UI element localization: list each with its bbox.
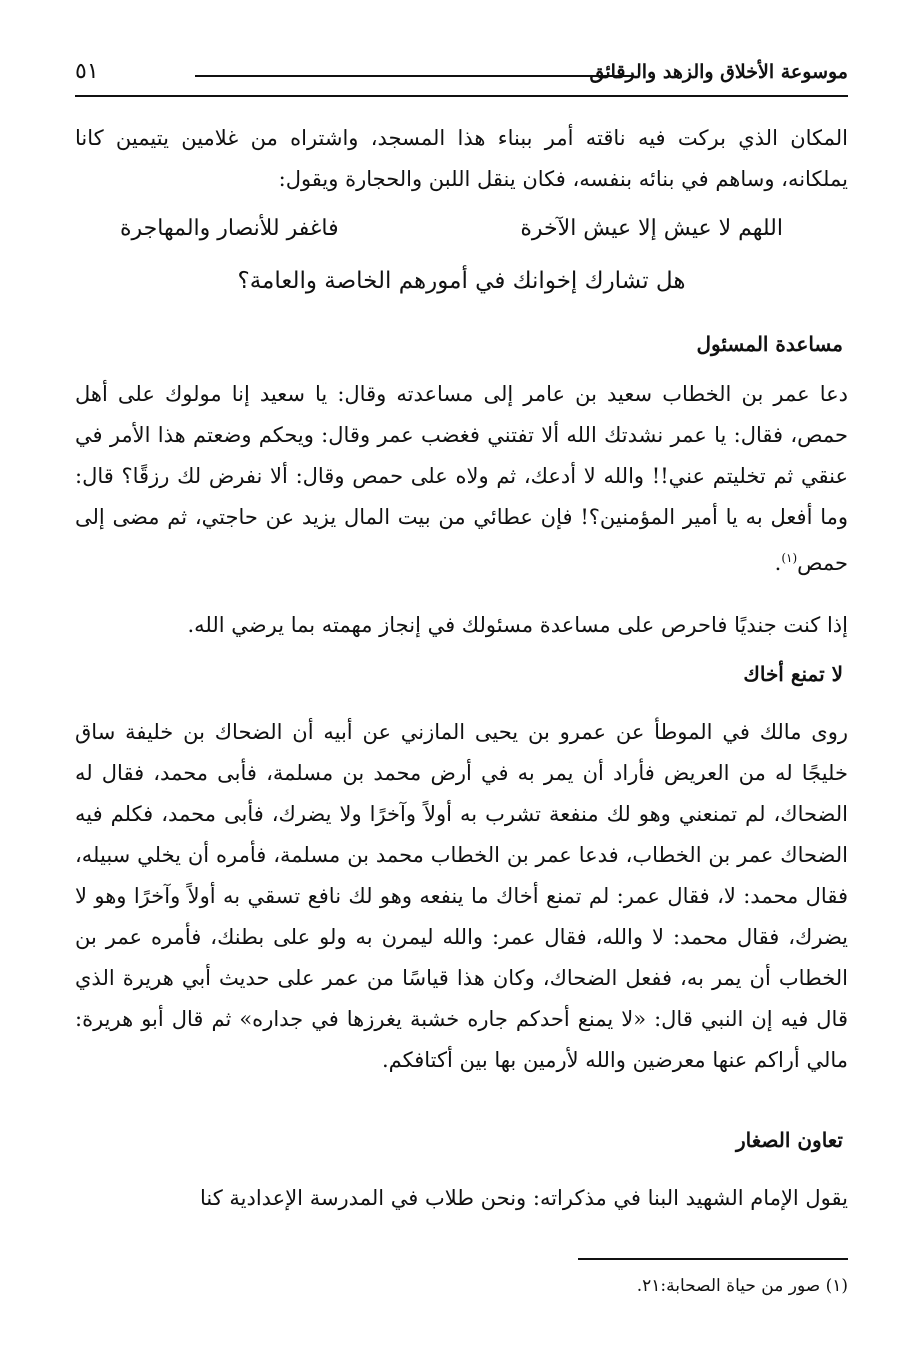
page-header <box>75 55 848 97</box>
section-1-advice: إذا كنت جنديًا فاحرص على مساعدة مسئولك في إنجاز مهمته بما يرضي الله. <box>187 613 848 637</box>
header-rule <box>195 75 633 77</box>
poem-verse <box>120 212 783 256</box>
reflection-question: هل تشارك إخوانك في أمورهم الخاصة والعامة؟ <box>237 268 686 294</box>
section-3-paragraph: يقول الإمام الشهيد البنا في مذكراته: ونحن طلاب في المدرسة الإعدادية كنا <box>199 1186 848 1210</box>
poem-hemistich-1: اللهم لا عيش إلا عيش الآخرة <box>520 216 783 241</box>
section-2-paragraph: روى مالك في الموطأ عن عمرو بن يحيى المازني عن أبيه أن الضحاك بن خليفة ساق خليجًا له من العريض فأراد أن يمر به في أرض محمد بن مسلمة، فأبى محمد، فقال له الضحاك، لم تمنعني وهو لك منفعة تشرب به أولاً وآخرًا ولا يضرك، فأبى محمد، فكلم فيه الضحاك عمر بن الخطاب، فدعا عمر بن الخطاب محمد بن مسلمة، فأمره أن يخلي سبيله، فقال محمد: لا، فقال عمر: لم تمنع أخاك ما ينفعه وهو لك نافع تسقي به أولاً وآخرًا وهو لا يضرك، فقال محمد: لا والله، فقال عمر: والله ليمرن به ولو على بطنك، فأمره عمر بن الخطاب أن يمر به، ففعل الضحاك، وكان هذا قياسًا من عمر على حديث أبي هريرة الذي قال فيه إن النبي قال: «لا يمنع أحدكم جاره خشبة يغرزها في جداره» ثم قال أبو هريرة: مالي أراكم عنها معرضين والله لأرمين بها بين أكتافكم. <box>75 720 848 1072</box>
section-heading-cooperation-young: تعاون الصغار <box>735 1128 843 1152</box>
footnote-reference: (١) <box>781 551 798 565</box>
running-title: موسوعة الأخلاق والزهد والرقائق <box>589 61 848 83</box>
section-1-text: دعا عمر بن الخطاب سعيد بن عامر إلى مساعدته وقال: يا سعيد إنا مولوك على أهل حمص، فقال: يا عمر نشدتك الله ألا تفتني فغضب عمر وقال: ويحكم وضعتم هذا الأمر في عنقي ثم تخليتم عني!! والله لا أدعك، ثم ولاه على حمص وقال: ألا نفرض لك رزقًا؟ قال: وما أفعل به يا أمير المؤمنين؟! فإن عطائي من بيت المال يزيد عن حاجتي، ثم مضى إلى حمص <box>75 382 848 575</box>
poem-hemistich-2: فاغفر للأنصار والمهاجرة <box>120 216 339 241</box>
footnote-separator <box>578 1258 848 1260</box>
section-1-text-end: . <box>774 551 782 575</box>
page-number: ٥١ <box>75 59 99 84</box>
footnote-1: (١) صور من حياة الصحابة:٢١. <box>636 1276 848 1296</box>
section-heading-dont-deny-brother: لا تمنع أخاك <box>743 662 843 686</box>
intro-paragraph: المكان الذي بركت فيه ناقته أمر ببناء هذا المسجد، واشتراه من غلامين يتيمين كانا يملكانه، وساهم في بنائه بنفسه، فكان ينقل اللبن والحجارة ويقول: <box>75 126 848 191</box>
section-1-paragraph <box>75 374 848 584</box>
section-heading-assist-leader: مساعدة المسئول <box>696 332 843 356</box>
